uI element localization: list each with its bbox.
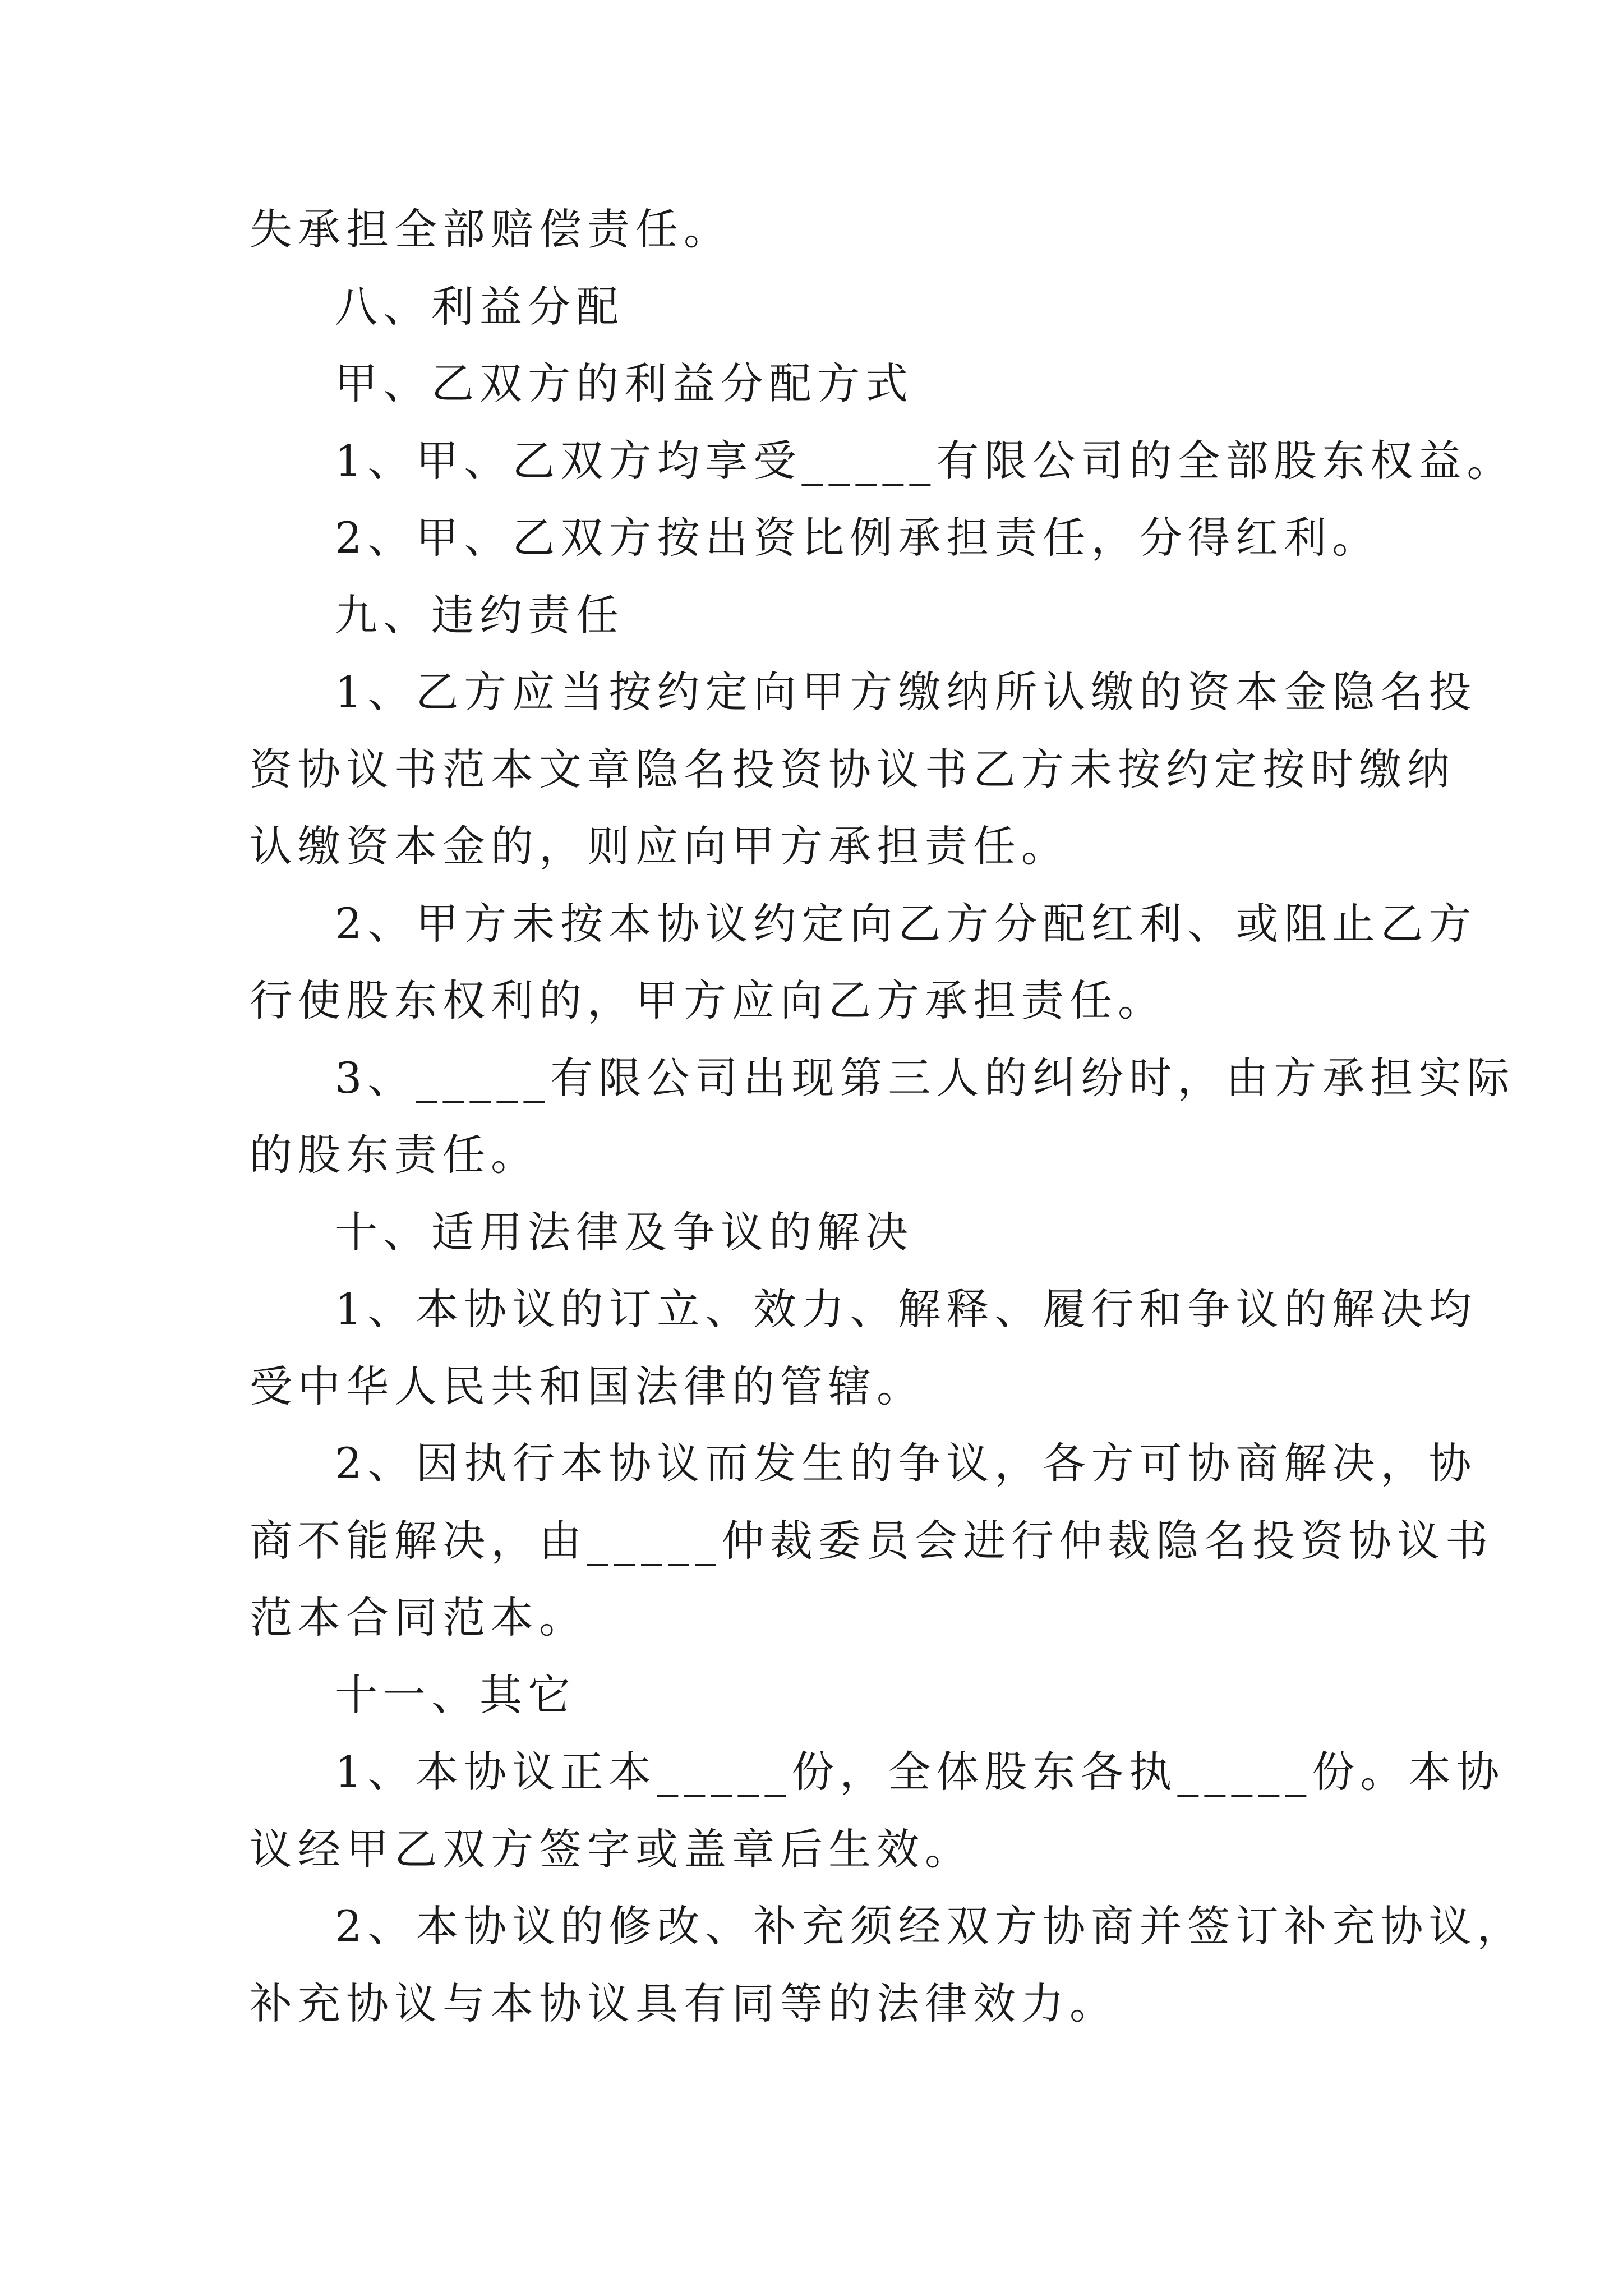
text-line: 资协议书范本文章隐名投资协议书乙方未按约定按时缴纳 [250,744,1455,794]
text-line: 2、因执行本协议而发生的争议，各方可协商解决，协 [335,1438,1477,1488]
text-line: 八、利益分配 [335,281,624,332]
text-line: 九、违约责任 [335,590,624,640]
text-line: 行使股东权利的，甲方应向乙方承担责任。 [250,976,1166,1025]
text-line: 失承担全部赔偿责任。 [250,204,732,254]
text-line: 的股东责任。 [250,1130,539,1180]
text-line: 补充协议与本协议具有同等的法律效力。 [250,1978,1118,2028]
text-line: 1、本协议的订立、效力、解释、履行和争议的解决均 [335,1284,1477,1334]
text-line: 议经甲乙双方签字或盖章后生效。 [250,1824,973,1874]
text-line: 甲、乙双方的利益分配方式 [335,358,914,408]
text-line: 2、本协议的修改、补充须经双方协商并签订补充协议， [335,1901,1525,1951]
document-body [250,191,1525,2042]
text-line: 范本合同范本。 [250,1593,587,1642]
text-line: 1、本协议正本_____份，全体股东各执_____份。本协 [335,1747,1505,1797]
text-line: 2、甲、乙双方按出资比例承担责任，分得红利。 [335,513,1381,563]
text-line: 2、甲方未按本协议约定向乙方分配红利、或阻止乙方 [335,898,1477,949]
text-line: 十、适用法律及争议的解决 [335,1207,914,1257]
text-line: 商不能解决，由_____仲裁委员会进行仲裁隐名投资协议书 [250,1515,1493,1566]
text-line: 受中华人民共和国法律的管辖。 [250,1361,925,1411]
text-line: 1、乙方应当按约定向甲方缴纳所认缴的资本金隐名投 [335,667,1477,717]
text-line: 3、_____有限公司出现第三人的纠纷时，由方承担实际 [335,1052,1515,1103]
text-line: 认缴资本金的，则应向甲方承担责任。 [250,821,1069,871]
text-line: 1、甲、乙双方均享受_____有限公司的全部股东权益。 [335,435,1515,486]
text-line: 十一、其它 [335,1669,576,1720]
